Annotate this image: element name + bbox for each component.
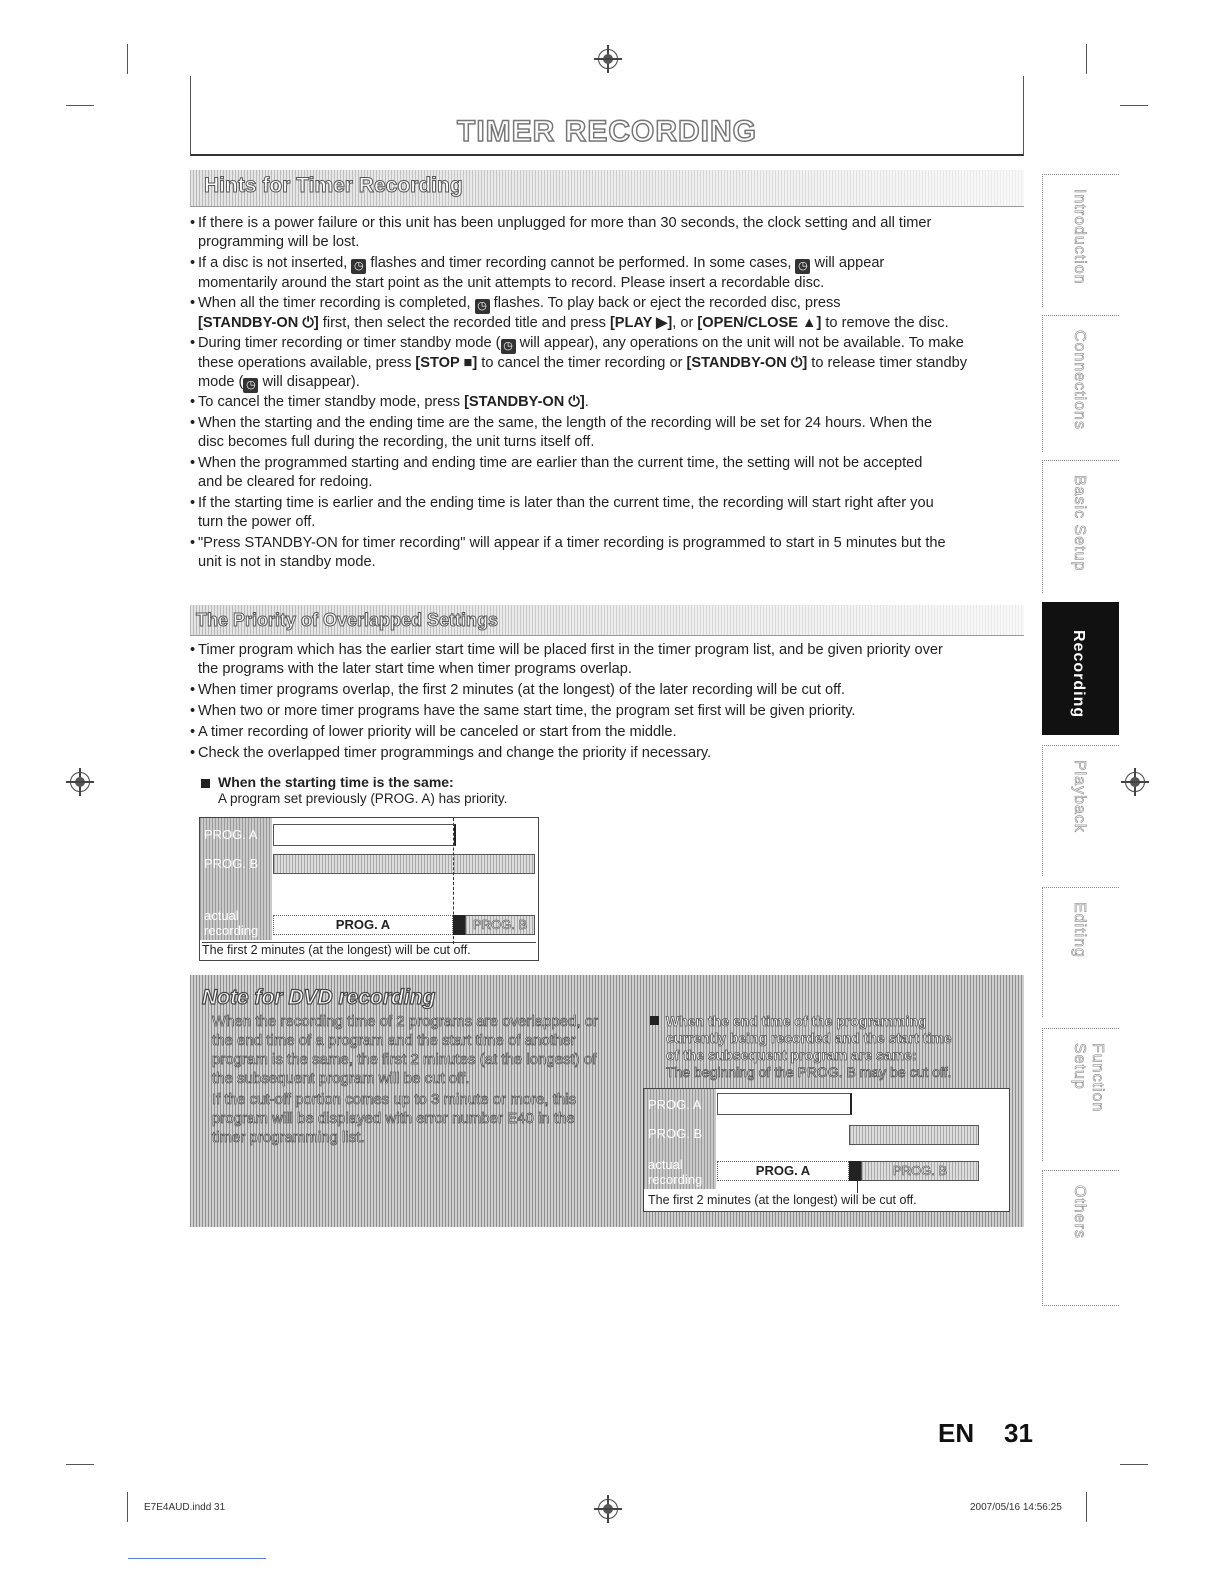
list-item: • When the starting and the ending time are the same, the length of the recording will be set for 24 hours. When the disc becomes full during the recording, the unit turns itself off. xyxy=(198,414,1028,452)
note-subheading: of the subsequent program are same: xyxy=(666,1047,917,1063)
timeline-diagram xyxy=(199,817,539,961)
list-item: • A timer recording of lower priority will be canceled or start from the middle. xyxy=(198,723,1028,742)
timer-icon: ◷ xyxy=(501,339,516,354)
footer-filename: E7E4AUD.indd 31 xyxy=(144,1502,226,1513)
note-text: program is the same, the first 2 minutes (at the longest) of xyxy=(212,1051,597,1068)
tab-basic-setup[interactable]: Basic Setup xyxy=(1042,460,1119,593)
section-header-priority xyxy=(190,605,1024,636)
section-header-hints xyxy=(190,170,1024,207)
actual-prog-b-bar: PROG. B xyxy=(861,1161,979,1181)
list-item: • "Press STANDBY-ON for timer recording" will appear if a timer recording is programmed to start in 5 minutes but the unit is not in standby mode. xyxy=(198,534,1028,572)
footer-rule xyxy=(128,1558,266,1559)
prog-b-bar xyxy=(273,854,535,874)
list-item: • When timer programs overlap, the first 2 minutes (at the longest) of the later recording will be cut off. xyxy=(198,681,1028,700)
crop-mark xyxy=(127,1492,128,1522)
timer-icon: ◷ xyxy=(475,299,490,314)
tab-connections[interactable]: Connections xyxy=(1042,315,1119,452)
row-label-prog-a: PROG. A xyxy=(200,818,272,846)
crop-mark xyxy=(1120,105,1148,106)
diagram-caption: The first 2 minutes (at the longest) will be cut off. xyxy=(648,1193,917,1207)
note-text: the subsequent program will be cut off. xyxy=(212,1070,470,1087)
crop-mark xyxy=(127,44,128,74)
note-subheading: currently being recorded and the start time xyxy=(666,1030,952,1046)
actual-prog-a-bar: PROG. A xyxy=(273,915,453,935)
note-text: the end time of a program and the start time of another xyxy=(212,1032,576,1049)
note-text: When the recording time of 2 programs are overlapped, or xyxy=(212,1013,599,1030)
row-label-actual: actual recording xyxy=(200,906,272,940)
crop-mark xyxy=(66,105,94,106)
note-text: program will be displayed with error number E40 in the xyxy=(212,1110,575,1127)
list-item: • When two or more timer programs have the same start time, the program set first will be given priority. xyxy=(198,702,1028,721)
registration-mark-icon xyxy=(598,1499,618,1519)
row-label-prog-b: PROG. B xyxy=(200,846,272,906)
timeline-diagram xyxy=(643,1088,1010,1212)
case-heading: When the starting time is the same: xyxy=(218,774,454,790)
list-item: • During timer recording or timer standby mode ( ◷ will appear), any operations on the unit will not be available. To make these operations available, press [STOP ■] to cancel the timer recording or [STANDBY-ON ⏻] to release timer standby mode ( ◷ will disappear). xyxy=(198,334,1028,393)
row-label-prog-a: PROG. A xyxy=(644,1089,716,1117)
crop-mark xyxy=(66,1464,94,1465)
bullet-square-icon xyxy=(650,1016,659,1025)
list-item: • If there is a power failure or this unit has been unplugged for more than 30 seconds, the clock setting and all timer programming will be lost. xyxy=(198,214,1028,252)
footer-date: 2007/05/16 14:56:25 xyxy=(970,1502,1062,1513)
section-title: Hints for Timer Recording xyxy=(204,174,463,197)
list-item: • Check the overlapped timer programmings and change the priority if necessary. xyxy=(198,744,1028,763)
note-subtext: The beginning of the PROG. B may be cut off. xyxy=(666,1064,952,1080)
tab-editing[interactable]: Editing xyxy=(1042,887,1119,1017)
prog-b-bar xyxy=(849,1125,979,1145)
note-text: timer programming list. xyxy=(212,1129,365,1146)
prog-a-bar xyxy=(717,1093,852,1115)
cutoff-line xyxy=(857,1181,858,1193)
list-item: • Timer program which has the earlier start time will be placed first in the timer program list, and be given priority over the programs with the later start time when timer programs overlap. xyxy=(198,641,1028,679)
note-text: If the cut-off portion comes up to 3 minute or more, this xyxy=(212,1091,577,1108)
timer-icon: ◷ xyxy=(243,378,258,393)
list-item: • To cancel the timer standby mode, press [STANDBY-ON ⏻]. xyxy=(198,393,1028,412)
note-title: Note for DVD recording xyxy=(202,986,436,1009)
list-item: • If a disc is not inserted, ◷ flashes and timer recording cannot be performed. In some cases, ◷ will appear momentarily around the start point as the unit attempts to record. Please insert a recordable disc. xyxy=(198,254,1028,293)
actual-prog-a-bar: PROG. A xyxy=(717,1161,849,1181)
actual-prog-b-bar: PROG. B xyxy=(465,915,535,935)
row-label-prog-b: PROG. B xyxy=(644,1117,716,1155)
diagram-caption: The first 2 minutes (at the longest) will be cut off. xyxy=(202,942,536,957)
page-number: 31 xyxy=(1004,1418,1033,1448)
timer-icon: ◷ xyxy=(795,259,810,274)
tab-function-setup[interactable]: Function Setup xyxy=(1042,1028,1119,1161)
section-title: The Priority of Overlapped Settings xyxy=(196,610,499,630)
crop-mark xyxy=(1120,1464,1148,1465)
tab-recording[interactable]: Recording xyxy=(1042,602,1119,735)
timer-icon: ◷ xyxy=(351,259,366,274)
registration-mark-icon xyxy=(598,49,618,69)
bullet-square-icon xyxy=(201,779,210,788)
list-item: • When all the timer recording is completed, ◷ flashes. To play back or eject the recorded disc, press [STANDBY-ON ⏻] first, then select the recorded title and press [PLAY ▶], or [OPEN/CLOSE ▲] to remove the disc. xyxy=(198,294,1028,333)
crop-mark xyxy=(1086,1492,1087,1522)
page-title: TIMER RECORDING xyxy=(457,115,757,148)
list-item: • When the programmed starting and ending time are earlier than the current time, the setting will not be accepted and be cleared for redoing. xyxy=(198,454,1028,492)
tab-others[interactable]: Others xyxy=(1042,1170,1119,1306)
registration-mark-icon xyxy=(1125,772,1145,792)
list-item: • If the starting time is earlier and the ending time is later than the current time, the recording will start right after you turn the power off. xyxy=(198,494,1028,532)
row-label-actual: actual recording xyxy=(644,1155,716,1189)
note-subheading: When the end time of the programming xyxy=(666,1013,927,1029)
case-subtext: A program set previously (PROG. A) has priority. xyxy=(218,791,508,806)
tab-playback[interactable]: Playback xyxy=(1042,745,1119,876)
cutoff-block xyxy=(453,915,465,935)
cutoff-block xyxy=(849,1161,861,1181)
crop-mark xyxy=(1086,44,1087,74)
registration-mark-icon xyxy=(70,772,90,792)
language-label: EN xyxy=(938,1418,975,1448)
prog-a-bar xyxy=(273,824,456,846)
tab-introduction[interactable]: Introduction xyxy=(1042,174,1119,307)
